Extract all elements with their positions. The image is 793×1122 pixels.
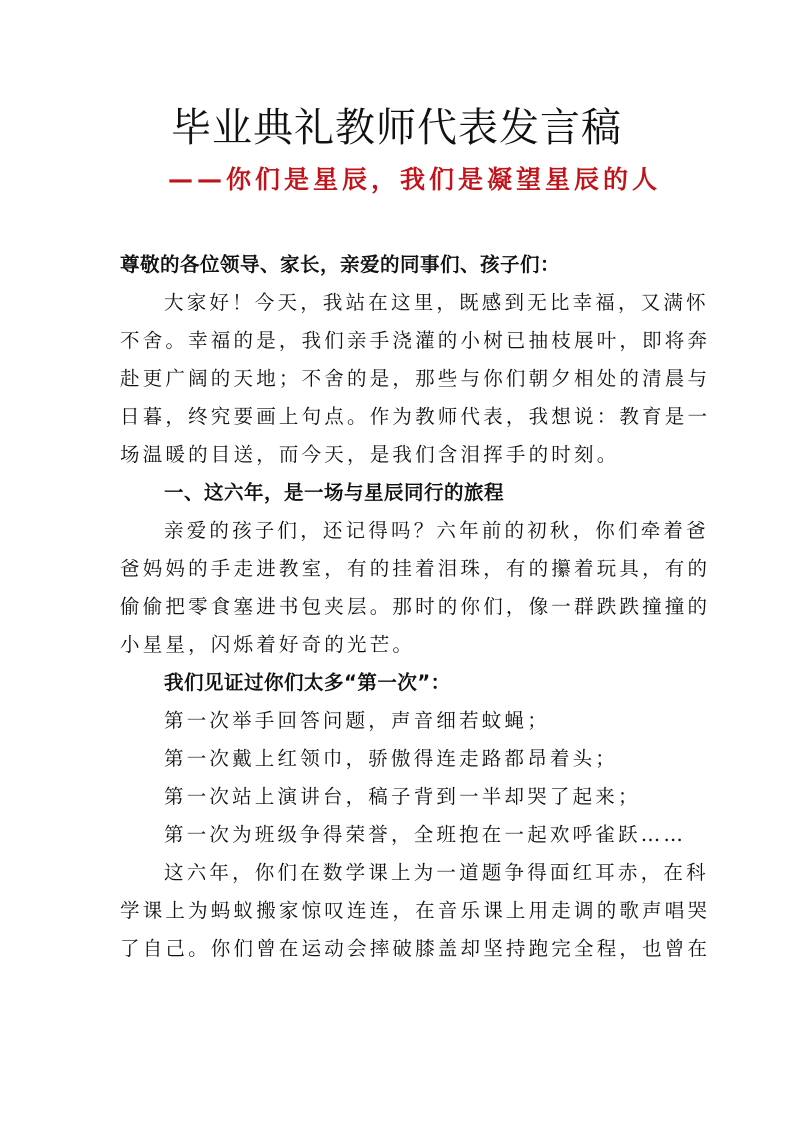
paragraph-line: 赴更广阔的天地；不舍的是，那些与你们朝夕相处的清晨与	[120, 367, 711, 390]
paragraph-line: 学课上为蚂蚁搬家惊叹连连，在音乐课上用走调的歌声唱哭	[120, 899, 711, 922]
document-subtitle: ——你们是星辰，我们是凝望星辰的人	[168, 165, 662, 194]
paragraph-line: 小星星，闪烁着好奇的光芒。	[120, 633, 416, 656]
paragraph-line: 偷偷把零食塞进书包夹层。那时的你们，像一群跌跌撞撞的	[120, 595, 711, 618]
list-item: 第一次戴上红领巾，骄傲得连走路都昂着头；	[164, 747, 619, 770]
paragraph-line: 不舍。幸福的是，我们亲手浇灌的小树已抽枝展叶，即将奔	[120, 329, 711, 352]
paragraph-line: 爸妈妈的手走进教室，有的挂着泪珠，有的攥着玩具，有的	[120, 557, 711, 580]
firsts-heading: 我们见证过你们太多“第一次”：	[164, 671, 451, 694]
paragraph-line: 日暮，终究要画上句点。作为教师代表，我想说：教育是一	[120, 405, 711, 428]
paragraph-line: 亲爱的孩子们，还记得吗？六年前的初秋，你们牵着爸	[164, 519, 709, 542]
document-title: 毕业典礼教师代表发言稿	[171, 105, 622, 151]
paragraph-line: 场温暖的目送，而今天，是我们含泪挥手的时刻。	[120, 443, 620, 466]
paragraph-line: 这六年，你们在数学课上为一道题争得面红耳赤，在科	[164, 861, 709, 884]
paragraph-line: 大家好！今天，我站在这里，既感到无比幸福，又满怀	[164, 291, 709, 314]
list-item: 第一次站上演讲台，稿子背到一半却哭了起来；	[164, 785, 641, 808]
section-heading: 一、这六年，是一场与星辰同行的旅程	[164, 481, 505, 504]
list-item: 第一次为班级争得荣誉，全班抱在一起欢呼雀跃……	[164, 823, 687, 846]
paragraph-line: 了自己。你们曾在运动会摔破膝盖却坚持跑完全程，也曾在	[120, 937, 711, 960]
greeting: 尊敬的各位领导、家长，亲爱的同事们、孩子们：	[120, 253, 561, 276]
document-body	[120, 246, 711, 968]
list-item: 第一次举手回答问题，声音细若蚊蝇；	[164, 709, 550, 732]
